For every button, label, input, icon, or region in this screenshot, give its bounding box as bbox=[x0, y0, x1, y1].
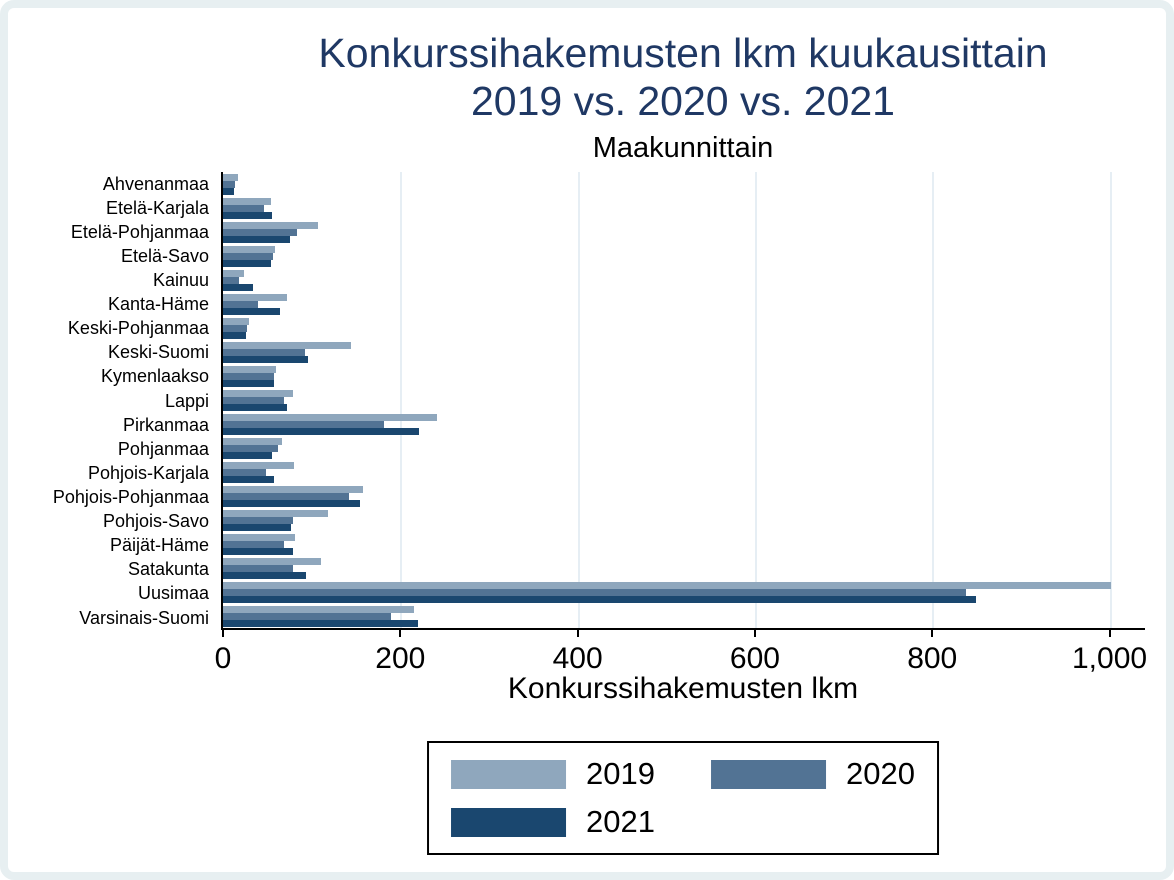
bar-2020 bbox=[223, 469, 266, 476]
bar-group-keski-pohjanmaa bbox=[223, 316, 1145, 340]
category-label: Etelä-Karjala bbox=[105, 197, 209, 218]
legend-swatch-2019 bbox=[451, 760, 566, 789]
bar-group-pohjois-savo bbox=[223, 508, 1145, 532]
bar-rows bbox=[223, 172, 1145, 628]
bar-2020 bbox=[223, 541, 284, 548]
bar-2020 bbox=[223, 493, 349, 500]
bar-group-keski-suomi bbox=[223, 340, 1145, 364]
legend-item-2021 bbox=[451, 804, 655, 840]
legend-swatch-2020 bbox=[711, 760, 826, 789]
bar-2020 bbox=[223, 397, 284, 404]
bar-2021 bbox=[223, 476, 274, 483]
bar-2019 bbox=[223, 558, 321, 565]
bar-group-etelä-savo bbox=[223, 244, 1145, 268]
bar-group-pohjanmaa bbox=[223, 436, 1145, 460]
bar-2021 bbox=[223, 236, 290, 243]
legend-label: 2020 bbox=[846, 756, 915, 791]
bar-group-etelä-karjala bbox=[223, 196, 1145, 220]
category-label: Varsinais-Suomi bbox=[79, 607, 209, 628]
x-tick-label: 0 bbox=[214, 642, 232, 675]
bar-2019 bbox=[223, 270, 244, 277]
bar-group-etelä-pohjanmaa bbox=[223, 220, 1145, 244]
bar-2019 bbox=[223, 462, 294, 469]
category-label: Keski-Suomi bbox=[107, 342, 209, 363]
bar-2020 bbox=[223, 421, 384, 428]
bar-2019 bbox=[223, 438, 282, 445]
x-tick bbox=[1109, 628, 1111, 637]
bar-2019 bbox=[223, 246, 275, 253]
bar-2020 bbox=[223, 277, 239, 284]
x-tick-label: 600 bbox=[729, 642, 780, 675]
y-axis-category-labels bbox=[0, 172, 209, 630]
bar-2019 bbox=[223, 222, 318, 229]
bar-2021 bbox=[223, 188, 234, 195]
bar-2020 bbox=[223, 517, 293, 524]
bar-group-päijät-häme bbox=[223, 532, 1145, 556]
bar-2021 bbox=[223, 500, 360, 507]
bar-2019 bbox=[223, 534, 295, 541]
bar-2021 bbox=[223, 572, 306, 579]
category-label: Ahvenanmaa bbox=[102, 173, 209, 194]
x-tick bbox=[931, 628, 933, 637]
plot-area bbox=[214, 172, 1148, 675]
chart-title-line1: Konkurssihakemusten lkm kuukausittain bbox=[318, 30, 1048, 76]
category-label: Pohjois-Savo bbox=[102, 511, 209, 532]
bar-2021 bbox=[223, 260, 271, 267]
category-label: Etelä-Savo bbox=[120, 245, 209, 266]
x-tick-label: 1,000 bbox=[1071, 642, 1148, 675]
x-tick-label: 800 bbox=[907, 642, 958, 675]
bar-group-pohjois-pohjanmaa bbox=[223, 484, 1145, 508]
legend-label: 2021 bbox=[586, 804, 655, 839]
x-tick-label: 400 bbox=[552, 642, 603, 675]
category-label: Satakunta bbox=[127, 559, 209, 580]
bar-2019 bbox=[223, 486, 363, 493]
bar-2019 bbox=[223, 294, 287, 301]
bar-2020 bbox=[223, 325, 247, 332]
bar-2019 bbox=[223, 510, 328, 517]
bar-2021 bbox=[223, 308, 280, 315]
bar-group-varsinais-suomi bbox=[223, 604, 1145, 628]
bar-2019 bbox=[223, 342, 351, 349]
bar-2019 bbox=[223, 414, 437, 421]
bar-2021 bbox=[223, 404, 287, 411]
legend-item-2020 bbox=[711, 756, 915, 792]
bar-group-kainuu bbox=[223, 268, 1145, 292]
bar-2020 bbox=[223, 229, 297, 236]
bar-2021 bbox=[223, 452, 272, 459]
bar-group-satakunta bbox=[223, 556, 1145, 580]
category-label: Pohjois-Karjala bbox=[87, 462, 209, 483]
bar-2019 bbox=[223, 390, 293, 397]
bar-2021 bbox=[223, 428, 419, 435]
bar-group-kanta-häme bbox=[223, 292, 1145, 316]
bar-group-ahvenanmaa bbox=[223, 172, 1145, 196]
bar-2021 bbox=[223, 380, 274, 387]
chart-title-line2: 2019 vs. 2020 vs. 2021 bbox=[471, 77, 895, 124]
category-label: Kainuu bbox=[152, 269, 209, 290]
legend-item-2019 bbox=[451, 756, 655, 792]
bar-2021 bbox=[223, 548, 293, 555]
category-label: Uusimaa bbox=[137, 583, 209, 604]
bar-2020 bbox=[223, 205, 264, 212]
chart-title bbox=[221, 30, 1145, 125]
category-label: Etelä-Pohjanmaa bbox=[70, 221, 209, 242]
bar-group-kymenlaakso bbox=[223, 364, 1145, 388]
bar-2020 bbox=[223, 253, 273, 260]
x-tick bbox=[222, 628, 224, 637]
x-tick bbox=[399, 628, 401, 637]
category-label: Kanta-Häme bbox=[107, 294, 209, 315]
bar-2021 bbox=[223, 284, 253, 291]
bar-2020 bbox=[223, 373, 274, 380]
bar-2019 bbox=[223, 198, 271, 205]
legend-label: 2019 bbox=[586, 756, 655, 791]
category-label: Kymenlaakso bbox=[100, 366, 209, 387]
bar-group-pohjois-karjala bbox=[223, 460, 1145, 484]
legend-swatch-2021 bbox=[451, 808, 566, 837]
x-axis-title: Konkurssihakemusten lkm bbox=[507, 672, 859, 705]
category-label: Keski-Pohjanmaa bbox=[67, 318, 209, 339]
bar-2020 bbox=[223, 589, 966, 596]
bar-2021 bbox=[223, 212, 272, 219]
bar-2019 bbox=[223, 366, 276, 373]
bar-group-pirkanmaa bbox=[223, 412, 1145, 436]
bar-group-lappi bbox=[223, 388, 1145, 412]
bar-2021 bbox=[223, 356, 308, 363]
category-label: Lappi bbox=[164, 390, 209, 411]
bar-2020 bbox=[223, 181, 235, 188]
bar-2021 bbox=[223, 620, 418, 627]
bar-2021 bbox=[223, 596, 976, 603]
category-label: Pirkanmaa bbox=[122, 414, 209, 435]
category-label: Pohjois-Pohjanmaa bbox=[52, 486, 209, 507]
x-tick-label: 200 bbox=[375, 642, 426, 675]
bar-2019 bbox=[223, 582, 1111, 589]
bar-2019 bbox=[223, 606, 414, 613]
bar-2020 bbox=[223, 445, 278, 452]
bar-group-uusimaa bbox=[223, 580, 1145, 604]
bar-2020 bbox=[223, 349, 305, 356]
legend bbox=[427, 741, 939, 855]
bar-2019 bbox=[223, 174, 238, 181]
bar-2021 bbox=[223, 332, 246, 339]
chart-subtitle: Maakunnittain bbox=[592, 132, 774, 164]
bar-2020 bbox=[223, 565, 293, 572]
bar-2019 bbox=[223, 318, 249, 325]
category-label: Pohjanmaa bbox=[117, 438, 209, 459]
x-tick bbox=[577, 628, 579, 637]
category-label: Päijät-Häme bbox=[109, 535, 209, 556]
x-tick bbox=[754, 628, 756, 637]
bar-2020 bbox=[223, 613, 391, 620]
bar-2020 bbox=[223, 301, 258, 308]
bar-2021 bbox=[223, 524, 291, 531]
